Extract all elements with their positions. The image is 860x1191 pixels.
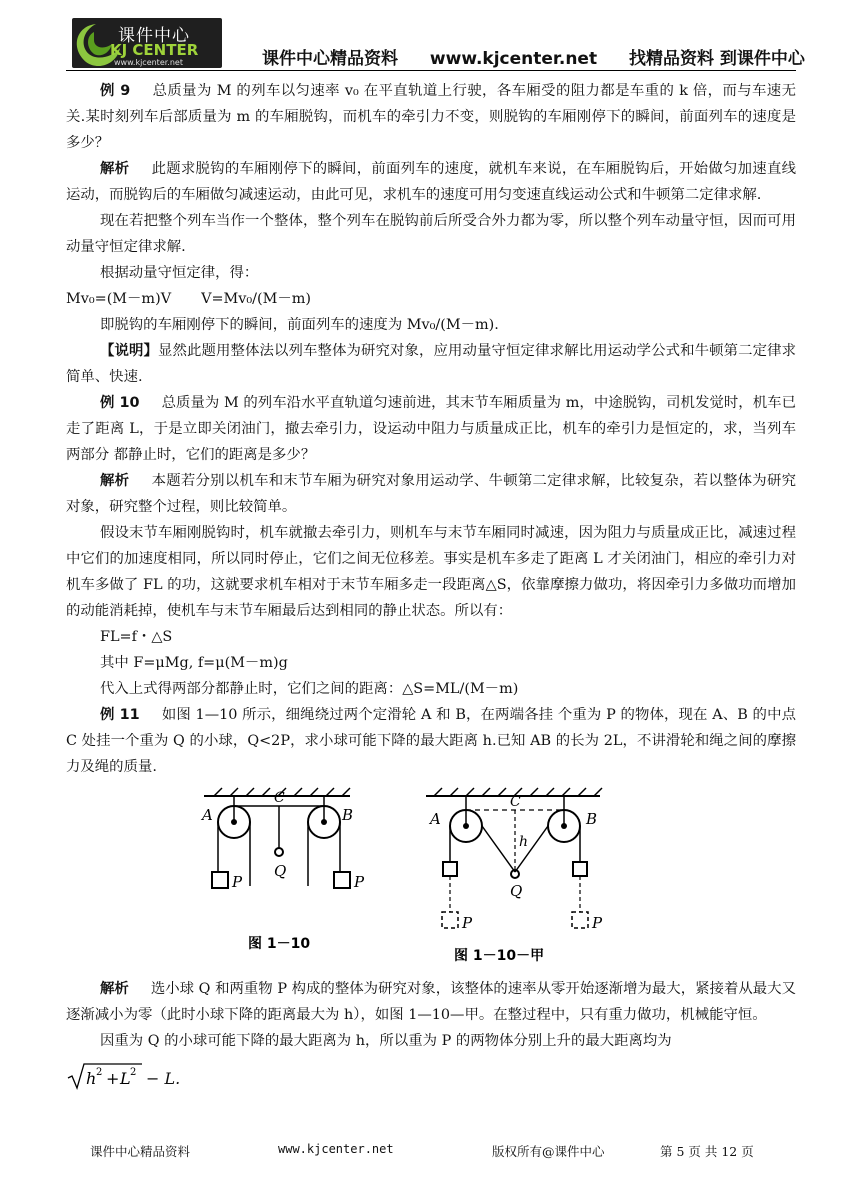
paragraph: 即脱钩的车厢刚停下的瞬间，前面列车的速度为 Mv₀/(M－m). xyxy=(100,317,499,333)
label-A: A xyxy=(202,806,213,824)
page-number: 第 5 页 共 12 页 xyxy=(660,1144,754,1159)
label-P: P xyxy=(592,914,603,932)
logo-name: KJ CENTER xyxy=(110,41,199,59)
svg-text:+: + xyxy=(106,1069,120,1088)
figure-area xyxy=(66,786,796,974)
header-divider xyxy=(66,70,796,71)
paragraph: 假设末节车厢刚脱钩时，机车就撤去牵引力，则机车与末节车厢同时减速，因为阻力与质量成正比，减速过程中它们的加速度相同，所以同时停止，它们之间无位移差。事实是机车多走了距离 L 才关闭油门，相应的牵引力对机车多做了 FL 的功，这就要求机车相对于末节车厢多走一段距离△S，依靠摩擦力做功，将因牵引力多做功而增加的动能消耗掉，使机车与末节车厢最后达到相同的静止状态。所以有： xyxy=(66,525,796,619)
svg-text:h: h xyxy=(86,1069,97,1088)
example-11-analysis xyxy=(66,976,796,1028)
label-Q: Q xyxy=(510,882,523,900)
note-label: 【说明】 xyxy=(100,343,159,359)
example-9-analysis xyxy=(66,156,796,208)
analysis-label: 解析 xyxy=(100,161,130,177)
equation: FL=f・△S xyxy=(100,629,173,645)
label-P: P xyxy=(232,873,243,891)
note xyxy=(66,338,796,390)
header-slogan-1: 课件中心精品资料 xyxy=(262,49,398,69)
example-10-label: 例 10 xyxy=(100,395,140,411)
example-10-analysis xyxy=(66,468,796,520)
equation: V=Mv₀/(M－m) xyxy=(201,291,312,307)
analysis-label: 解析 xyxy=(100,981,129,997)
formula-line xyxy=(66,1062,796,1092)
label-h: h xyxy=(519,834,529,850)
svg-text:L: L xyxy=(120,1069,131,1088)
label-C: C xyxy=(274,790,285,806)
header-slogan xyxy=(262,44,831,69)
label-Q: Q xyxy=(274,862,287,880)
paragraph: 现在若把整个列车当作一个整体，整个列车在脱钩前后所受合外力都为零，所以整个列车动量守恒，因而可用动量守恒定律求解. xyxy=(66,213,796,255)
equation-line xyxy=(66,286,796,312)
example-10-question xyxy=(66,390,796,468)
label-B: B xyxy=(586,810,598,828)
formula-tail: − L. xyxy=(146,1069,181,1088)
logo-title: 课件中心 xyxy=(118,26,190,46)
sqrt-formula xyxy=(66,1062,144,1092)
analysis-text: 此题求脱钩的车厢刚停下的瞬间，前面列车的速度，就机车来说，在车厢脱钩后，开始做匀加速直线运动，而脱钩后的车厢做匀减速运动，由此可见，求机车的速度可用匀变速直线运动公式和牛顿第二定律求解. xyxy=(66,161,796,203)
example-10-text: 总质量为 M 的列车沿水平直轨道匀速前进，其末节车厢质量为 m，中途脱钩，司机发觉时，机车已走了距离 L，于是立即关闭油门，撤去牵引力，设运动中阻力与质量成正比，机车的牵引力是恒定的，求，当列车两部分 都静止时，它们的距离是多少？ xyxy=(66,395,796,463)
logo-url: www.kjcenter.net xyxy=(114,58,183,67)
example-9-label: 例 9 xyxy=(100,83,131,99)
pulley-figure-jia xyxy=(414,786,614,972)
page-header xyxy=(66,18,805,74)
example-11-question xyxy=(66,702,796,780)
example-11-label: 例 11 xyxy=(100,707,140,723)
analysis-text: 本题若分别以机车和末节车厢为研究对象用运动学、牛顿第二定律求解，比较复杂，若以整体为研究对象，研究整个过程，则比较简单。 xyxy=(66,473,796,515)
label-C: C xyxy=(510,794,521,810)
equation: Mv₀=(M－m)V xyxy=(66,291,172,307)
header-url-link[interactable]: www.kjcenter.net xyxy=(429,49,598,69)
site-logo[interactable] xyxy=(66,18,226,72)
figure-caption: 图 1－10 xyxy=(248,936,311,952)
pulley-figure xyxy=(200,786,370,972)
paragraph: 代入上式得两部分都静止时，它们之间的距离：△S=ML/(M－m) xyxy=(100,681,519,697)
paragraph: 因重为 Q 的小球可能下降的最大距离为 h，所以重为 P 的两物体分别上升的最大距离均为 xyxy=(100,1033,672,1049)
header-slogan-2: 找精品资料 到课件中心 xyxy=(629,49,805,69)
svg-text:2: 2 xyxy=(96,1067,103,1078)
label-A: A xyxy=(430,810,441,828)
equation: 其中 F=μMg, f=μ(M－m)g xyxy=(100,655,288,671)
example-11-text: 如图 1—10 所示，细绳绕过两个定滑轮 A 和 B，在两端各挂 个重为 P 的物体，现在 A、B 的中点 C 处挂一个重为 Q 的小球，Q<2P，求小球可能下降的最大距离 h.已知 AB 的长为 2L，不讲滑轮和绳之间的摩擦力及绳的质量. xyxy=(66,707,796,775)
footer-url-link[interactable]: www.kjcenter.net xyxy=(278,1142,394,1156)
paragraph: 根据动量守恒定律，得： xyxy=(100,265,259,281)
label-P: P xyxy=(462,914,473,932)
svg-text:2: 2 xyxy=(130,1067,137,1078)
example-9-text: 总质量为 M 的列车以匀速率 v₀ 在平直轨道上行驶，各车厢受的阻力都是车重的 k 倍，而与车速无关.某时刻列车后部质量为 m 的车厢脱钩，而机车的牵引力不变，则脱钩的车厢刚停下的瞬间，前面列车的速度是多少？ xyxy=(66,83,796,151)
document-body xyxy=(66,78,796,1092)
note-text: 显然此题用整体法以列车整体为研究对象，应用动量守恒定律求解比用运动学公式和牛顿第二定律求简单、快速. xyxy=(66,343,796,385)
example-9-question xyxy=(66,78,796,156)
label-P: P xyxy=(354,873,365,891)
footer-left: 课件中心精品资料 xyxy=(90,1144,191,1159)
figure-caption: 图 1－10－甲 xyxy=(454,948,545,964)
footer-copyright: 版权所有@课件中心 xyxy=(492,1144,605,1159)
label-B: B xyxy=(342,806,354,824)
analysis-label: 解析 xyxy=(100,473,130,489)
analysis-text: 选小球 Q 和两重物 P 构成的整体为研究对象，该整体的速率从零开始逐渐增为最大，紧接着从最大又逐渐减小为零（此时小球下降的距离最大为 h），如图 1—10—甲。在整过程中，只有重力做功，机械能守恒。 xyxy=(66,981,796,1023)
